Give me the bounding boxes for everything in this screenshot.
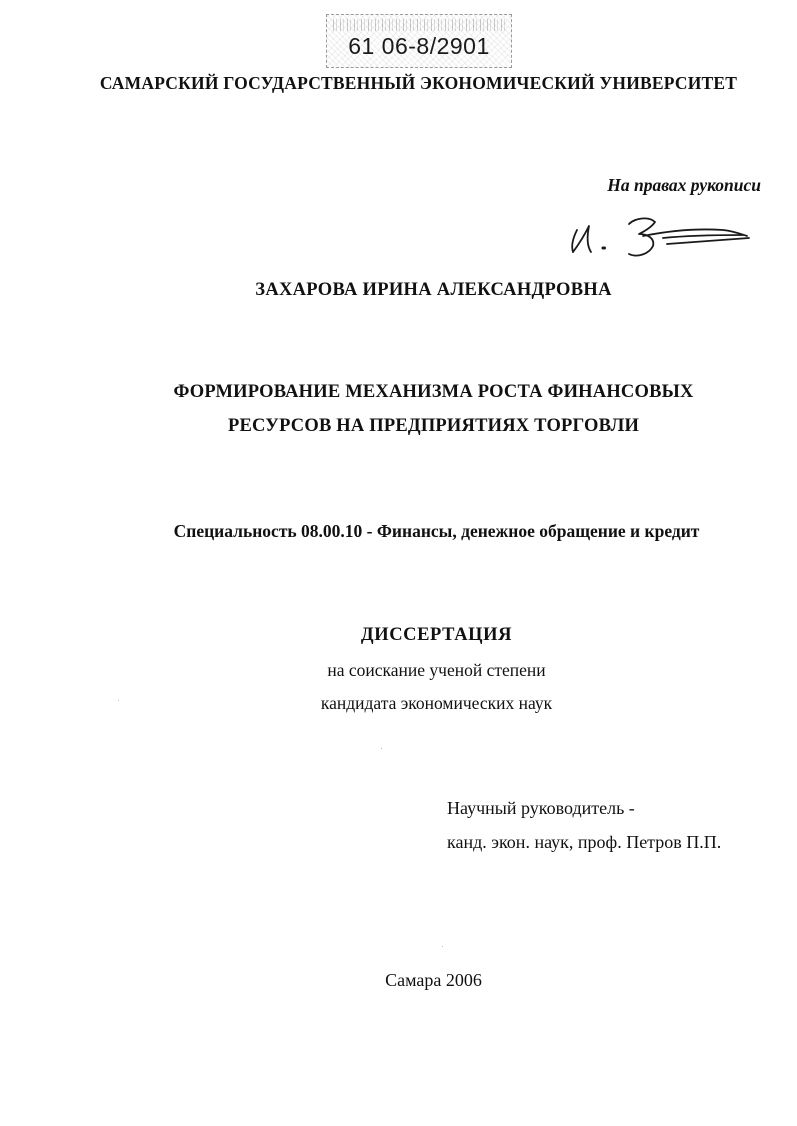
degree-line-1: на соискание ученой степени [327,660,546,680]
advisor-label: Научный руководитель - [447,798,635,818]
dissertation-title-line-2: РЕСУРСОВ НА ПРЕДПРИЯТИЯХ ТОРГОВЛИ [227,416,640,436]
scan-speck [118,700,119,701]
specialty: Специальность 08.00.10 - Финансы, денежное обращение и кредит [173,521,700,541]
stamp-barcode [333,19,505,31]
place-and-year: Самара 2006 [385,970,482,990]
university-name: САМАРСКИЙ ГОСУДАРСТВЕННЫЙ ЭКОНОМИЧЕСКИЙ УНИВЕРСИТЕТ [99,73,738,93]
scan-speck [442,946,443,947]
library-stamp [326,14,512,68]
scan-speck [381,748,382,749]
manuscript-note: На правах рукописи [607,175,761,195]
dissertation-title-line-1: ФОРМИРОВАНИЕ МЕХАНИЗМА РОСТА ФИНАНСОВЫХ [173,382,694,402]
stamp-number: 61 06-8/2901 [348,33,490,59]
author-name: ЗАХАРОВА ИРИНА АЛЕКСАНДРОВНА [255,280,612,300]
advisor-name: канд. экон. наук, проф. Петров П.П. [447,832,722,852]
degree-line-2: кандидата экономических наук [320,693,553,713]
document-type-heading: ДИССЕРТАЦИЯ [360,625,513,645]
handwritten-signature [563,208,763,268]
